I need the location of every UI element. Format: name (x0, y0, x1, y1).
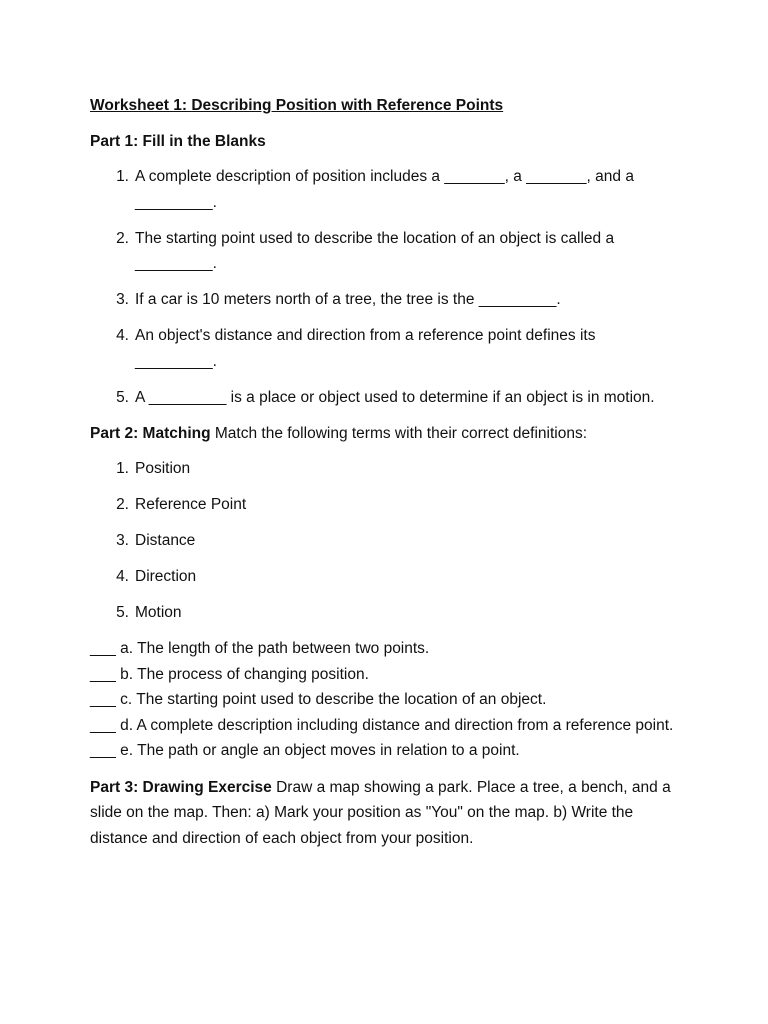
worksheet-content (90, 93, 680, 851)
term-text: Direction (135, 568, 197, 585)
item-number: 4. (116, 327, 129, 344)
item-number: 3. (116, 291, 129, 308)
item-number: 5. (116, 604, 129, 621)
definition-line: ___ d. A complete description including distance and direction from a reference point. (90, 716, 674, 734)
list-item (90, 456, 680, 482)
item-number: 2. (116, 229, 129, 247)
item-number: 2. (116, 496, 129, 513)
list-item (90, 564, 680, 590)
part2-instruction: Match the following terms with their correct definitions: (210, 424, 588, 442)
item-number: 3. (116, 532, 129, 549)
list-item (90, 287, 680, 313)
list-item (90, 385, 680, 411)
definition-line: ___ c. The starting point used to describe the location of an object. (90, 691, 547, 708)
term-text: Distance (135, 532, 196, 549)
list-item (90, 323, 680, 374)
worksheet-title: Worksheet 1: Describing Position with Reference Points (90, 97, 504, 114)
part3-heading: Part 3: Drawing Exercise (90, 778, 272, 796)
definition-line: ___ a. The length of the path between two points. (90, 640, 430, 657)
item-number: 1. (116, 460, 129, 477)
term-text: Position (135, 460, 191, 477)
part2-heading (90, 421, 680, 447)
list-item (90, 164, 680, 215)
term-text: Motion (135, 604, 182, 621)
part2-terms-list (90, 456, 680, 626)
item-text: A complete description of position includes a _______, a _______, and a _________. (135, 168, 634, 211)
part1-heading-label: Part 1: Fill in the Blanks (90, 132, 266, 150)
part2-heading-label: Part 2: Matching (90, 424, 211, 442)
item-text: A _________ is a place or object used to determine if an object is in motion. (135, 388, 655, 406)
item-number: 1. (116, 168, 129, 185)
list-item (90, 528, 680, 554)
definition-line: ___ e. The path or angle an object moves in relation to a point. (90, 742, 520, 759)
item-text: The starting point used to describe the location of an object is called a _________. (135, 229, 615, 272)
part3-paragraph (90, 775, 680, 852)
term-text: Reference Point (135, 496, 247, 513)
part1-list (90, 164, 680, 410)
list-item (90, 226, 680, 277)
part3-text: Draw a map showing a park. Place a tree, a bench, and a slide on the map. Then: a) Mark your position as "You" on the map. b) Write the distance and direction of each object from your position. (90, 778, 671, 847)
item-text: An object's distance and direction from a reference point defines its _________. (135, 327, 596, 370)
item-number: 5. (116, 388, 129, 406)
item-number: 4. (116, 568, 129, 585)
definition-line: ___ b. The process of changing position. (90, 665, 369, 683)
part1-heading (90, 129, 680, 155)
list-item (90, 492, 680, 518)
part2-definitions (90, 636, 680, 764)
list-item (90, 600, 680, 626)
item-text: If a car is 10 meters north of a tree, the tree is the _________. (135, 291, 561, 308)
